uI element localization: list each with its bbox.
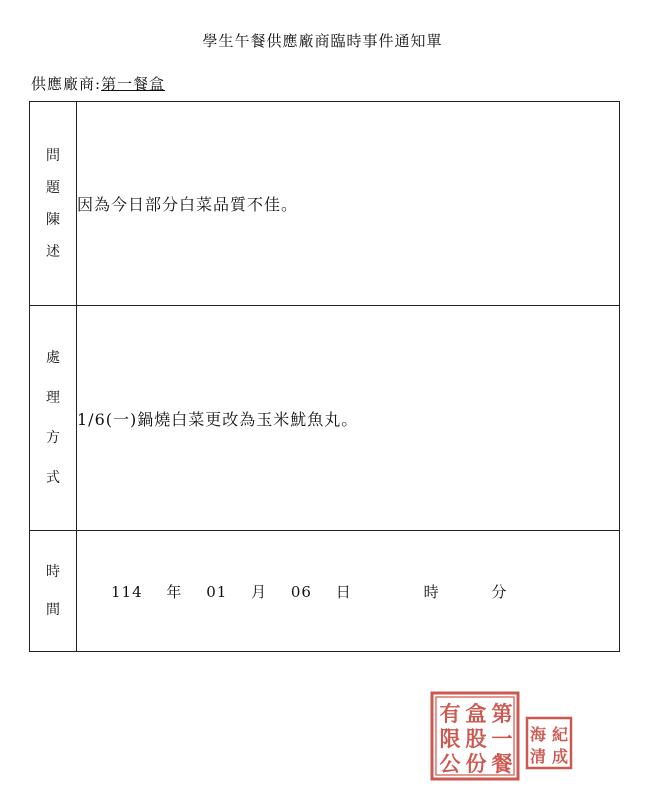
document-title: 學生午餐供應廠商臨時事件通知單	[202, 32, 443, 50]
label-char: 問	[46, 147, 60, 164]
company-seal-stamp	[430, 690, 575, 782]
label-char: 述	[46, 243, 60, 260]
handling-label-cell	[30, 306, 77, 531]
problem-description	[77, 102, 620, 306]
time-line	[77, 581, 619, 602]
year-unit: 年	[166, 582, 183, 601]
vendor-line	[31, 73, 165, 94]
problem-text: 因為今日部分白菜品質不佳。	[77, 195, 299, 214]
seal-char: 份	[465, 751, 487, 776]
day-value: 06	[290, 582, 312, 601]
label-char: 時	[46, 564, 60, 580]
seal-char: 一	[491, 726, 513, 751]
day-unit: 日	[335, 582, 352, 601]
seal-char: 有	[439, 701, 461, 726]
seal-char: 股	[465, 726, 487, 751]
seal-char: 紀	[551, 725, 569, 744]
time-label-cell	[30, 531, 77, 652]
handling-method	[77, 306, 620, 531]
label-char: 題	[46, 179, 60, 196]
seal-char: 成	[551, 747, 569, 766]
label-char: 方	[46, 430, 60, 446]
seal-char: 盒	[465, 701, 487, 726]
time-value-cell	[77, 531, 620, 652]
label-char: 式	[46, 470, 60, 486]
handling-row	[30, 306, 620, 531]
seal-char: 第	[491, 701, 513, 726]
notice-table	[29, 101, 620, 652]
month-value: 01	[206, 582, 228, 601]
label-char: 陳	[46, 211, 60, 228]
label-char: 間	[46, 602, 60, 618]
seal-char: 清	[529, 747, 547, 766]
minute-unit: 分	[491, 582, 508, 601]
seal-char: 海	[529, 725, 547, 744]
month-unit: 月	[251, 582, 268, 601]
seal-char: 公	[439, 751, 461, 776]
vendor-name: 第一餐盒	[101, 75, 166, 93]
hour-unit: 時	[423, 582, 440, 601]
time-row	[30, 531, 620, 652]
small-seal	[527, 718, 571, 768]
large-seal	[432, 693, 518, 779]
handling-text: 1/6(一)鍋燒白菜更改為玉米魷魚丸。	[77, 409, 359, 429]
label-char: 處	[46, 350, 60, 366]
label-char: 理	[46, 390, 60, 406]
seal-char: 限	[439, 726, 461, 751]
problem-label-cell	[30, 102, 77, 306]
vendor-label: 供應廠商:	[31, 75, 102, 93]
seal-char: 餐	[491, 751, 513, 776]
year-value: 114	[111, 582, 143, 601]
problem-row	[30, 102, 620, 306]
